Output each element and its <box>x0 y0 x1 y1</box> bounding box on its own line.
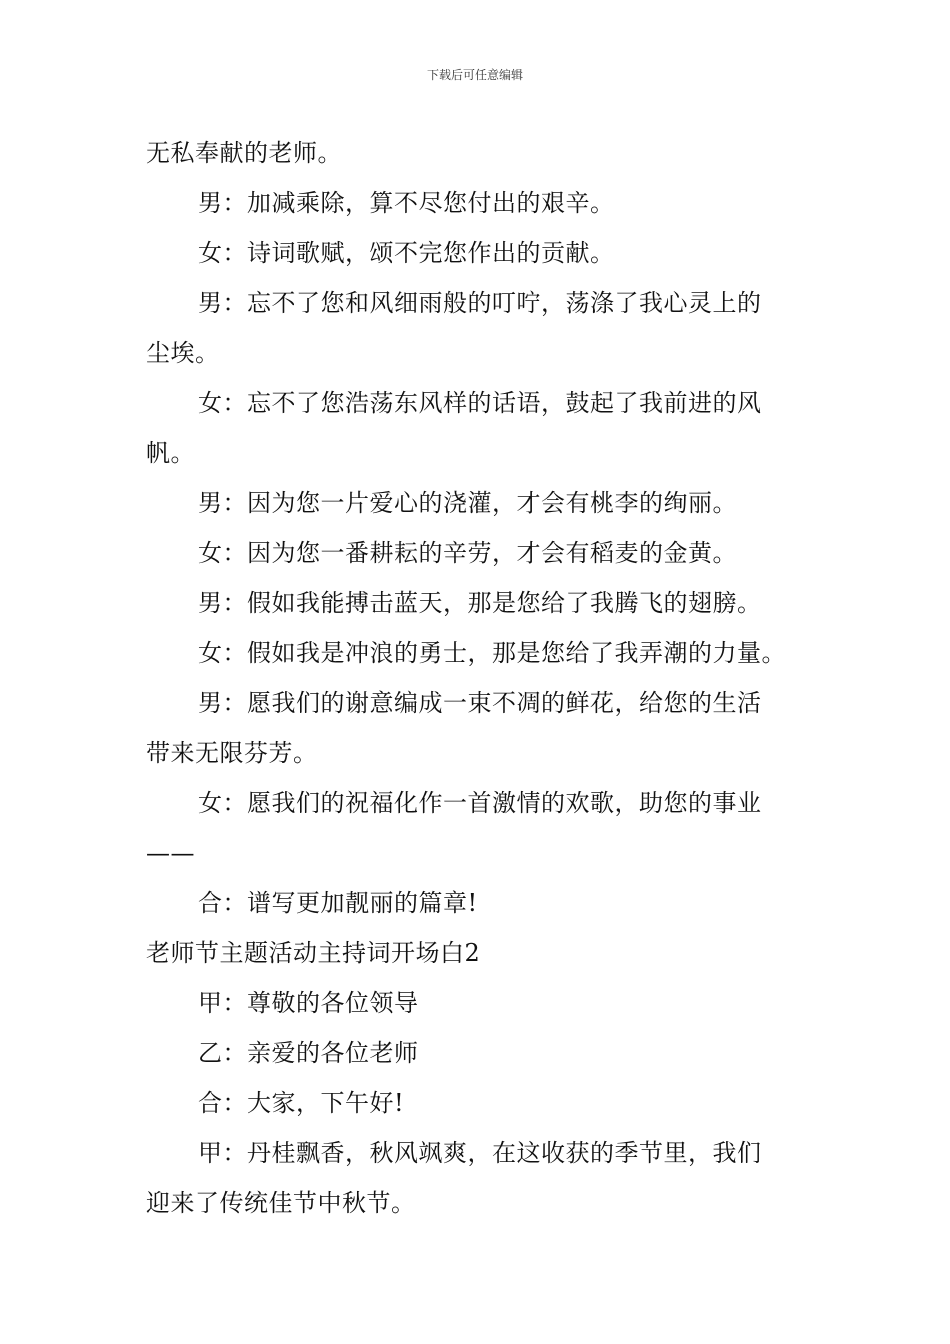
text-line: 迎来了传统佳节中秋节。 <box>146 1189 416 1217</box>
text-line: 乙：亲爱的各位老师 <box>198 1039 419 1067</box>
text-line: 女：假如我是冲浪的勇士，那是您给了我弄潮的力量。 <box>198 639 786 667</box>
text-line: 男：忘不了您和风细雨般的叮咛，荡涤了我心灵上的 <box>198 289 762 317</box>
text-line: 女：因为您一番耕耘的辛劳，才会有稻麦的金黄。 <box>198 539 737 567</box>
text-line: 女：愿我们的祝福化作一首激情的欢歌，助您的事业 <box>198 789 762 817</box>
page-header-note: 下载后可任意编辑 <box>426 68 523 82</box>
text-line: 带来无限芬芳。 <box>146 739 318 767</box>
text-line: —— <box>146 839 195 867</box>
text-line: 甲：尊敬的各位领导 <box>198 989 419 1017</box>
text-line: 女：忘不了您浩荡东风样的话语，鼓起了我前进的风 <box>198 389 762 417</box>
section-title: 老师节主题活动主持词开场白2 <box>146 939 481 967</box>
text-line: 女：诗词歌赋，颂不完您作出的贡献。 <box>198 239 615 267</box>
text-line: 尘埃。 <box>146 339 220 367</box>
text-line: 帆。 <box>146 439 195 467</box>
text-line: 男：假如我能搏击蓝天，那是您给了我腾飞的翅膀。 <box>198 589 762 617</box>
text-line: 甲：丹桂飘香，秋风飒爽，在这收获的季节里，我们 <box>198 1139 762 1167</box>
text-line: 男：因为您一片爱心的浇灌，才会有桃李的绚丽。 <box>198 489 737 517</box>
text-line: 合：谱写更加靓丽的篇章! <box>198 889 478 917</box>
text-line: 男：愿我们的谢意编成一束不凋的鲜花，给您的生活 <box>198 689 762 717</box>
text-line: 无私奉献的老师。 <box>146 139 342 167</box>
text-line: 男：加减乘除，算不尽您付出的艰辛。 <box>198 189 615 217</box>
document-body <box>146 128 810 1228</box>
text-line: 合：大家，下午好! <box>198 1089 405 1117</box>
